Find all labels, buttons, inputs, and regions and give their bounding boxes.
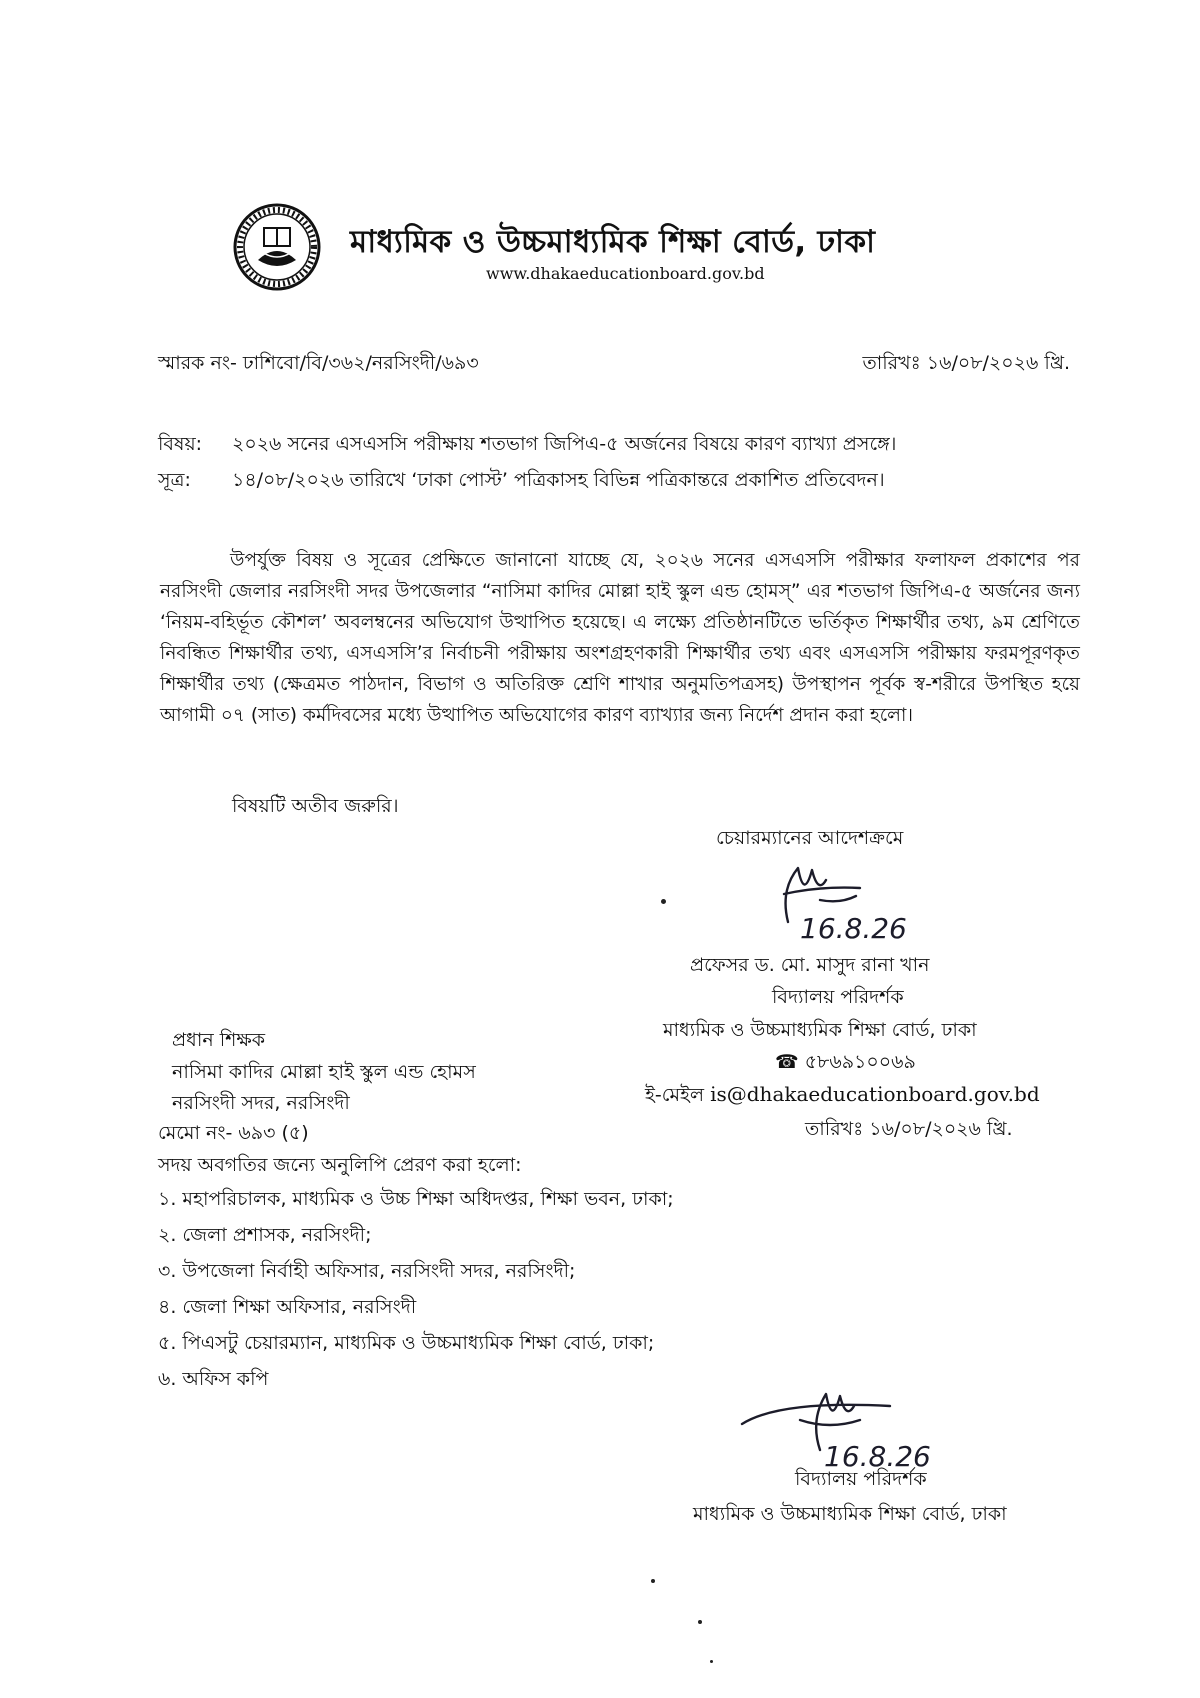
phone-icon: ☎ (775, 1051, 799, 1073)
copy-item: ১. মহাপরিচালক, মাধ্যমিক ও উচ্চ শিক্ষা অধিদপ্তর, শিক্ষা ভবন, ঢাকা; (158, 1188, 674, 1210)
signatory-email-line (645, 1084, 1040, 1105)
scan-speck (710, 1660, 713, 1663)
body-paragraph: উপর্যুক্ত বিষয় ও সূত্রের প্রেক্ষিতে জানানো যাচ্ছে যে, ২০২৬ সনের এসএসসি পরীক্ষার ফলাফল প্রকাশের পর নরসিংদী জেলার নরসিংদী সদর উপজেলার “নাসিমা কাদির মোল্লা হাই স্কুল এন্ড হোমস্” এর শতভাগ জিপিএ-৫ অর্জনের জন্য ‘নিয়ম-বহির্ভূত কৌশল’ অবলম্বনের অভিযোগ উত্থাপিত হয়েছে। এ লক্ষ্যে প্রতিষ্ঠানটিতে ভর্তিকৃত শিক্ষার্থীর তথ্য, ৯ম শ্রেণিতে নিবন্ধিত শিক্ষার্থীর তথ্য, এসএসসি’র নির্বাচনী পরীক্ষায় অংশগ্রহণকারী শিক্ষার্থীর তথ্য এবং এসএসসি পরীক্ষায় ফরমপূরণকৃত শিক্ষার্থীর তথ্য (ক্ষেত্রমত পাঠদান, বিভাগ ও অতিরিক্ত শ্রেণি শাখার অনুমতিপত্রসহ) উপস্থাপন পূর্বক স্ব-শরীরে উপস্থিত হয়ে আগামী ০৭ (সাত) কর্মদিবসের মধ্যে উত্থাপিত অভিযোগের কারণ ব্যাখ্যার জন্য নির্দেশ প্রদান করা হলো। (160, 550, 1080, 726)
footer-signature-date: 16.8.26 (824, 1440, 931, 1473)
copy-item: ২. জেলা প্রশাসক, নরসিংদী; (158, 1224, 372, 1246)
signatory-phone: ৫৮৬৯১০০৬৯ (804, 1051, 916, 1073)
scan-speck (661, 899, 666, 904)
board-name-heading: মাধ্যমিক ও উচ্চমাধ্যমিক শিক্ষা বোর্ড, ঢাকা (350, 224, 876, 260)
recipient-address: নরসিংদী সদর, নরসিংদী (172, 1092, 350, 1114)
chairman-order: চেয়ারম্যানের আদেশক্রমে (716, 827, 904, 849)
subject-text: ২০২৬ সনের এসএসসি পরীক্ষায় শতভাগ জিপিএ-৫ অর্জনের বিষয়ে কারণ ব্যাখ্যা প্রসঙ্গে। (232, 433, 897, 455)
recipient-title: প্রধান শিক্ষক (172, 1029, 266, 1051)
copy-item: ৩. উপজেলা নির্বাহী অফিসার, নরসিংদী সদর, নরসিংদী; (158, 1260, 576, 1282)
source-label: সূত্র: (158, 469, 191, 491)
copy-item: ৪. জেলা শিক্ষা অফিসার, নরসিংদী (158, 1296, 417, 1318)
board-seal-logo (232, 202, 322, 292)
memo-reference: স্মারক নং- ঢাশিবো/বি/৩৬২/নরসিংদী/৬৯৩ (158, 352, 479, 374)
footer-designation: বিদ্যালয় পরিদর্শক (795, 1468, 927, 1490)
memo-date: তারিখঃ ১৬/০৮/২০২৬ খ্রি. (862, 352, 1070, 374)
urgent-note: বিষয়টি অতীব জরুরি। (232, 795, 399, 817)
signatory-date: তারিখঃ ১৬/০৮/২০২৬ খ্রি. (805, 1118, 1013, 1140)
footer-signature (740, 1380, 960, 1480)
scan-speck (698, 1620, 702, 1624)
source-text: ১৪/০৮/২০২৬ তারিখে ‘ঢাকা পোস্ট’ পত্রিকাসহ বিভিন্ন পত্রিকান্তরে প্রকাশিত প্রতিবেদন। (232, 469, 885, 491)
signatory-name: প্রফেসর ড. মো. মাসুদ রানা খান (690, 954, 930, 976)
copy-intro: সদয় অবগতির জন্যে অনুলিপি প্রেরণ করা হলো: (158, 1154, 522, 1176)
signature-date: 16.8.26 (800, 912, 907, 945)
subject-label: বিষয়: (158, 433, 203, 455)
copy-item: ৬. অফিস কপি (158, 1368, 269, 1390)
signatory-phone-line (775, 1053, 916, 1072)
email-label: ই-মেইল (645, 1084, 705, 1106)
recipient-school: নাসিমা কাদির মোল্লা হাই স্কুল এন্ড হোমস (172, 1061, 476, 1083)
footer-office: মাধ্যমিক ও উচ্চমাধ্যমিক শিক্ষা বোর্ড, ঢাকা (693, 1503, 1007, 1525)
scan-speck (651, 1579, 655, 1583)
signature (760, 860, 940, 950)
board-website: www.dhakaeducationboard.gov.bd (486, 264, 765, 283)
copy-memo-number: মেমো নং- ৬৯৩ (৫) (158, 1122, 309, 1144)
signatory-email: is@dhakaeducationboard.gov.bd (710, 1082, 1040, 1106)
signatory-office: মাধ্যমিক ও উচ্চমাধ্যমিক শিক্ষা বোর্ড, ঢাকা (663, 1019, 977, 1041)
copy-item: ৫. পিএসটু চেয়ারম্যান, মাধ্যমিক ও উচ্চমাধ্যমিক শিক্ষা বোর্ড, ঢাকা; (158, 1332, 655, 1354)
signatory-designation: বিদ্যালয় পরিদর্শক (772, 986, 904, 1008)
